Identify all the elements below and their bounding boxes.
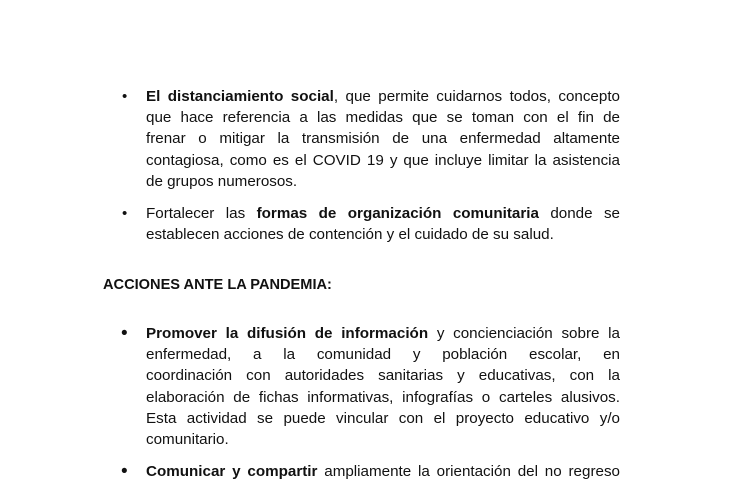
text-line <box>146 128 620 149</box>
text-line <box>146 461 620 482</box>
bullet-distanciamiento <box>146 86 620 192</box>
text-line <box>146 387 620 408</box>
line-text: frenar o mitigar la transmisión de una enfermedad altamente <box>146 130 620 148</box>
line-text: establecen acciones de contención y el cuidado de su salud. <box>146 226 554 244</box>
text-line <box>146 323 620 344</box>
bullet-promover <box>146 323 620 450</box>
line-text: de grupos numerosos. <box>146 172 298 190</box>
line-text: que hace referencia a las medidas que se toman con el fin de <box>146 109 620 127</box>
bullet-marker: • <box>121 461 128 482</box>
text-line <box>146 408 620 429</box>
bullet-marker: • <box>122 88 128 105</box>
bullet-organizacion <box>146 203 620 245</box>
bold-term: Promover la difusión de información <box>146 325 429 342</box>
line-text: donde se <box>538 205 620 222</box>
line-text: Fortalecer las <box>146 205 257 222</box>
bullet-comunicar <box>146 461 620 482</box>
line-text: Esta actividad se puede vincular con el proyecto educativo y/o <box>146 409 620 427</box>
text-line <box>146 150 620 171</box>
line-text: , que permite cuidarnos todos, concepto <box>333 88 620 105</box>
line-text: y concienciación sobre la <box>428 325 620 342</box>
text-line <box>146 86 620 107</box>
line-text: enfermedad, a la comunidad y población escolar, en <box>146 346 620 364</box>
line-text: elaboración de fichas informativas, infografías o carteles alusivos. <box>146 388 620 406</box>
text-line <box>146 107 620 128</box>
line-text: contagiosa, como es el COVID 19 y que incluye limitar la asistencia <box>146 151 620 169</box>
line-text: ampliamente la orientación del no regreso <box>317 463 620 480</box>
bullet-marker: • <box>121 323 128 344</box>
text-line <box>146 344 620 365</box>
bold-term: El distanciamiento social <box>146 88 334 105</box>
text-line <box>146 171 620 192</box>
bullet-marker: • <box>122 205 128 222</box>
bold-term: formas de organización comunitaria <box>256 205 539 222</box>
line-text: coordinación con autoridades sanitarias y educativas, con la <box>146 367 620 385</box>
text-line <box>146 224 620 245</box>
text-line <box>146 429 620 450</box>
bold-term: Comunicar y compartir <box>146 463 318 480</box>
text-line <box>146 203 620 224</box>
section-heading: ACCIONES ANTE LA PANDEMIA: <box>103 277 332 293</box>
text-line <box>146 365 620 386</box>
line-text: comunitario. <box>146 430 229 448</box>
